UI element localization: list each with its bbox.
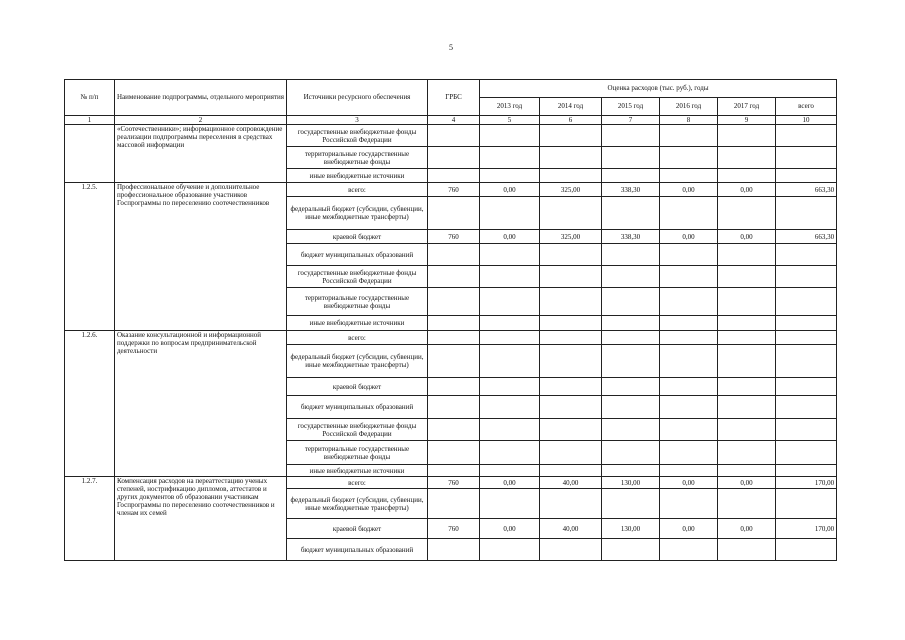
- header-sources: Источники ресурсного обеспечения: [287, 80, 428, 116]
- column-number: 4: [428, 116, 480, 125]
- column-number: 10: [776, 116, 837, 125]
- amount-total: [776, 396, 837, 419]
- header-year: 2013 год: [480, 98, 540, 116]
- amount-cell: [540, 419, 602, 441]
- amount-cell: [718, 539, 776, 561]
- amount-cell: [660, 396, 718, 419]
- grbs-code: [428, 316, 480, 331]
- amount-cell: [540, 441, 602, 465]
- amount-cell: [480, 331, 540, 345]
- amount-cell: [718, 465, 776, 477]
- grbs-code: [428, 345, 480, 378]
- amount-cell: [718, 197, 776, 230]
- amount-cell: [660, 465, 718, 477]
- amount-cell: [480, 489, 540, 519]
- amount-cell: [660, 266, 718, 288]
- amount-total: 170,00: [776, 477, 837, 489]
- funding-source: всего:: [287, 183, 428, 197]
- amount-cell: [718, 147, 776, 169]
- amount-cell: [602, 539, 660, 561]
- amount-cell: 130,00: [602, 477, 660, 489]
- amount-cell: [540, 288, 602, 316]
- amount-cell: 0,00: [660, 477, 718, 489]
- amount-cell: [480, 316, 540, 331]
- amount-cell: 0,00: [480, 477, 540, 489]
- grbs-code: 760: [428, 230, 480, 244]
- column-number: 2: [115, 116, 287, 125]
- amount-cell: [718, 266, 776, 288]
- header-total: всего: [776, 98, 837, 116]
- amount-cell: 0,00: [480, 230, 540, 244]
- item-name: Компенсация расходов на переаттестацию ученых степеней, нострификацию дипломов, аттестатов и других документов об образовании участникам Госпрограммы по переселению соотечественников и членам их семей: [115, 477, 287, 561]
- grbs-code: [428, 378, 480, 396]
- grbs-code: [428, 288, 480, 316]
- amount-cell: [718, 489, 776, 519]
- amount-cell: [480, 169, 540, 183]
- amount-cell: [660, 378, 718, 396]
- amount-cell: [540, 396, 602, 419]
- amount-cell: [540, 244, 602, 266]
- funding-source: государственные внебюджетные фонды Российской Федерации: [287, 125, 428, 147]
- amount-cell: [480, 244, 540, 266]
- amount-cell: [660, 244, 718, 266]
- amount-cell: [540, 316, 602, 331]
- amount-cell: 325,00: [540, 183, 602, 197]
- item-number: 1.2.5.: [65, 183, 115, 331]
- amount-cell: [602, 465, 660, 477]
- column-number: 8: [660, 116, 718, 125]
- grbs-code: 760: [428, 519, 480, 539]
- amount-cell: [480, 378, 540, 396]
- amount-cell: [602, 396, 660, 419]
- amount-cell: [718, 441, 776, 465]
- funding-source: федеральный бюджет (субсидии, субвенции, иные межбюджетные трансферты): [287, 345, 428, 378]
- header-num: № п/п: [65, 80, 115, 116]
- header-year: 2015 год: [602, 98, 660, 116]
- amount-total: [776, 244, 837, 266]
- funding-source: федеральный бюджет (субсидии, субвенции, иные межбюджетные трансферты): [287, 197, 428, 230]
- amount-cell: [718, 419, 776, 441]
- grbs-code: [428, 169, 480, 183]
- amount-cell: [540, 539, 602, 561]
- item-number: 1.2.6.: [65, 331, 115, 477]
- amount-cell: [480, 441, 540, 465]
- header-year: 2017 год: [718, 98, 776, 116]
- grbs-code: [428, 331, 480, 345]
- amount-cell: [540, 378, 602, 396]
- amount-cell: [602, 288, 660, 316]
- grbs-code: [428, 266, 480, 288]
- amount-total: [776, 331, 837, 345]
- amount-cell: 0,00: [660, 183, 718, 197]
- grbs-code: [428, 465, 480, 477]
- amount-cell: [718, 378, 776, 396]
- amount-cell: [660, 345, 718, 378]
- amount-cell: [660, 169, 718, 183]
- amount-cell: [660, 441, 718, 465]
- amount-cell: [480, 266, 540, 288]
- column-number: 3: [287, 116, 428, 125]
- budget-table: [64, 79, 837, 561]
- amount-cell: [602, 419, 660, 441]
- grbs-code: [428, 197, 480, 230]
- amount-cell: [660, 197, 718, 230]
- amount-cell: [660, 316, 718, 331]
- funding-source: государственные внебюджетные фонды Российской Федерации: [287, 266, 428, 288]
- funding-source: краевой бюджет: [287, 230, 428, 244]
- amount-cell: [540, 465, 602, 477]
- funding-source: территориальные государственные внебюджетные фонды: [287, 441, 428, 465]
- amount-cell: [660, 489, 718, 519]
- funding-source: бюджет муниципальных образований: [287, 539, 428, 561]
- amount-cell: [602, 316, 660, 331]
- column-number: 5: [480, 116, 540, 125]
- amount-total: [776, 378, 837, 396]
- amount-cell: [660, 331, 718, 345]
- amount-cell: [718, 316, 776, 331]
- amount-cell: [660, 539, 718, 561]
- amount-cell: [602, 378, 660, 396]
- column-number: 9: [718, 116, 776, 125]
- grbs-code: 760: [428, 183, 480, 197]
- amount-cell: [540, 331, 602, 345]
- amount-total: 663,30: [776, 183, 837, 197]
- amount-total: 663,30: [776, 230, 837, 244]
- amount-cell: [480, 147, 540, 169]
- table-row: [65, 477, 837, 489]
- amount-cell: [718, 396, 776, 419]
- item-name: Оказание консультационной и информационной поддержки по вопросам предпринимательской деятельности: [115, 331, 287, 477]
- grbs-code: [428, 539, 480, 561]
- amount-cell: [480, 125, 540, 147]
- grbs-code: [428, 125, 480, 147]
- amount-cell: 0,00: [718, 519, 776, 539]
- grbs-code: [428, 441, 480, 465]
- amount-cell: [718, 169, 776, 183]
- amount-total: [776, 316, 837, 331]
- amount-cell: 0,00: [660, 519, 718, 539]
- funding-source: краевой бюджет: [287, 378, 428, 396]
- amount-cell: [540, 169, 602, 183]
- amount-cell: [480, 288, 540, 316]
- amount-cell: [660, 147, 718, 169]
- amount-cell: [602, 331, 660, 345]
- funding-source: иные внебюджетные источники: [287, 465, 428, 477]
- amount-cell: [718, 331, 776, 345]
- amount-cell: [718, 345, 776, 378]
- amount-cell: [480, 396, 540, 419]
- column-number: 1: [65, 116, 115, 125]
- amount-cell: [540, 125, 602, 147]
- funding-source: иные внебюджетные источники: [287, 169, 428, 183]
- table-row: [65, 331, 837, 345]
- amount-cell: [660, 125, 718, 147]
- amount-total: 170,00: [776, 519, 837, 539]
- amount-cell: 338,30: [602, 230, 660, 244]
- table-body: [65, 125, 837, 561]
- amount-total: [776, 288, 837, 316]
- amount-cell: 40,00: [540, 519, 602, 539]
- grbs-code: [428, 147, 480, 169]
- column-number-row: [65, 116, 837, 125]
- amount-total: [776, 266, 837, 288]
- amount-cell: [602, 345, 660, 378]
- amount-cell: [602, 169, 660, 183]
- grbs-code: [428, 244, 480, 266]
- funding-source: всего:: [287, 331, 428, 345]
- amount-cell: 0,00: [480, 519, 540, 539]
- item-name: «Соотечественники»; информационное сопровождение реализации подпрограммы переселения в средствах массовой информации: [115, 125, 287, 183]
- table-row: [65, 125, 837, 147]
- item-number: 1.2.7.: [65, 477, 115, 561]
- amount-cell: [602, 489, 660, 519]
- amount-cell: [660, 419, 718, 441]
- amount-cell: [480, 197, 540, 230]
- item-number: [65, 125, 115, 183]
- amount-cell: 325,00: [540, 230, 602, 244]
- item-name: Профессиональное обучение и дополнительное профессиональное образование участников Госпрограммы по переселению соотечественников: [115, 183, 287, 331]
- amount-total: [776, 345, 837, 378]
- header-grbs: ГРБС: [428, 80, 480, 116]
- amount-total: [776, 197, 837, 230]
- funding-source: краевой бюджет: [287, 519, 428, 539]
- amount-cell: [540, 197, 602, 230]
- funding-source: территориальные государственные внебюджетные фонды: [287, 288, 428, 316]
- amount-cell: [602, 244, 660, 266]
- amount-cell: [480, 419, 540, 441]
- amount-cell: [540, 266, 602, 288]
- amount-cell: [718, 244, 776, 266]
- amount-cell: [602, 125, 660, 147]
- amount-cell: [540, 147, 602, 169]
- amount-cell: [602, 266, 660, 288]
- header-estimate: Оценка расходов (тыс. руб.), годы: [480, 80, 837, 98]
- amount-cell: [602, 147, 660, 169]
- funding-source: государственные внебюджетные фонды Российской Федерации: [287, 419, 428, 441]
- page-number: 5: [449, 43, 453, 52]
- table-row: [65, 183, 837, 197]
- amount-total: [776, 489, 837, 519]
- amount-total: [776, 539, 837, 561]
- amount-cell: 0,00: [660, 230, 718, 244]
- amount-cell: [602, 441, 660, 465]
- amount-cell: 130,00: [602, 519, 660, 539]
- amount-cell: [718, 288, 776, 316]
- amount-cell: 40,00: [540, 477, 602, 489]
- funding-source: территориальные государственные внебюджетные фонды: [287, 147, 428, 169]
- grbs-code: [428, 489, 480, 519]
- amount-cell: [480, 539, 540, 561]
- amount-total: [776, 147, 837, 169]
- grbs-code: [428, 396, 480, 419]
- amount-cell: [480, 465, 540, 477]
- funding-source: бюджет муниципальных образований: [287, 244, 428, 266]
- amount-cell: 0,00: [718, 230, 776, 244]
- amount-cell: [718, 125, 776, 147]
- amount-total: [776, 419, 837, 441]
- funding-source: федеральный бюджет (субсидии, субвенции, иные межбюджетные трансферты): [287, 489, 428, 519]
- amount-total: [776, 169, 837, 183]
- amount-cell: 0,00: [480, 183, 540, 197]
- funding-source: всего:: [287, 477, 428, 489]
- column-number: 6: [540, 116, 602, 125]
- amount-cell: [480, 345, 540, 378]
- funding-source: иные внебюджетные источники: [287, 316, 428, 331]
- amount-cell: [540, 345, 602, 378]
- amount-total: [776, 465, 837, 477]
- amount-cell: 338,30: [602, 183, 660, 197]
- amount-cell: [602, 197, 660, 230]
- column-number: 7: [602, 116, 660, 125]
- grbs-code: 760: [428, 477, 480, 489]
- header-year: 2014 год: [540, 98, 602, 116]
- amount-total: [776, 441, 837, 465]
- amount-cell: 0,00: [718, 183, 776, 197]
- header-name: Наименование подпрограммы, отдельного мероприятия: [115, 80, 287, 116]
- amount-cell: 0,00: [718, 477, 776, 489]
- amount-total: [776, 125, 837, 147]
- funding-source: бюджет муниципальных образований: [287, 396, 428, 419]
- amount-cell: [540, 489, 602, 519]
- grbs-code: [428, 419, 480, 441]
- header-year: 2016 год: [660, 98, 718, 116]
- amount-cell: [660, 288, 718, 316]
